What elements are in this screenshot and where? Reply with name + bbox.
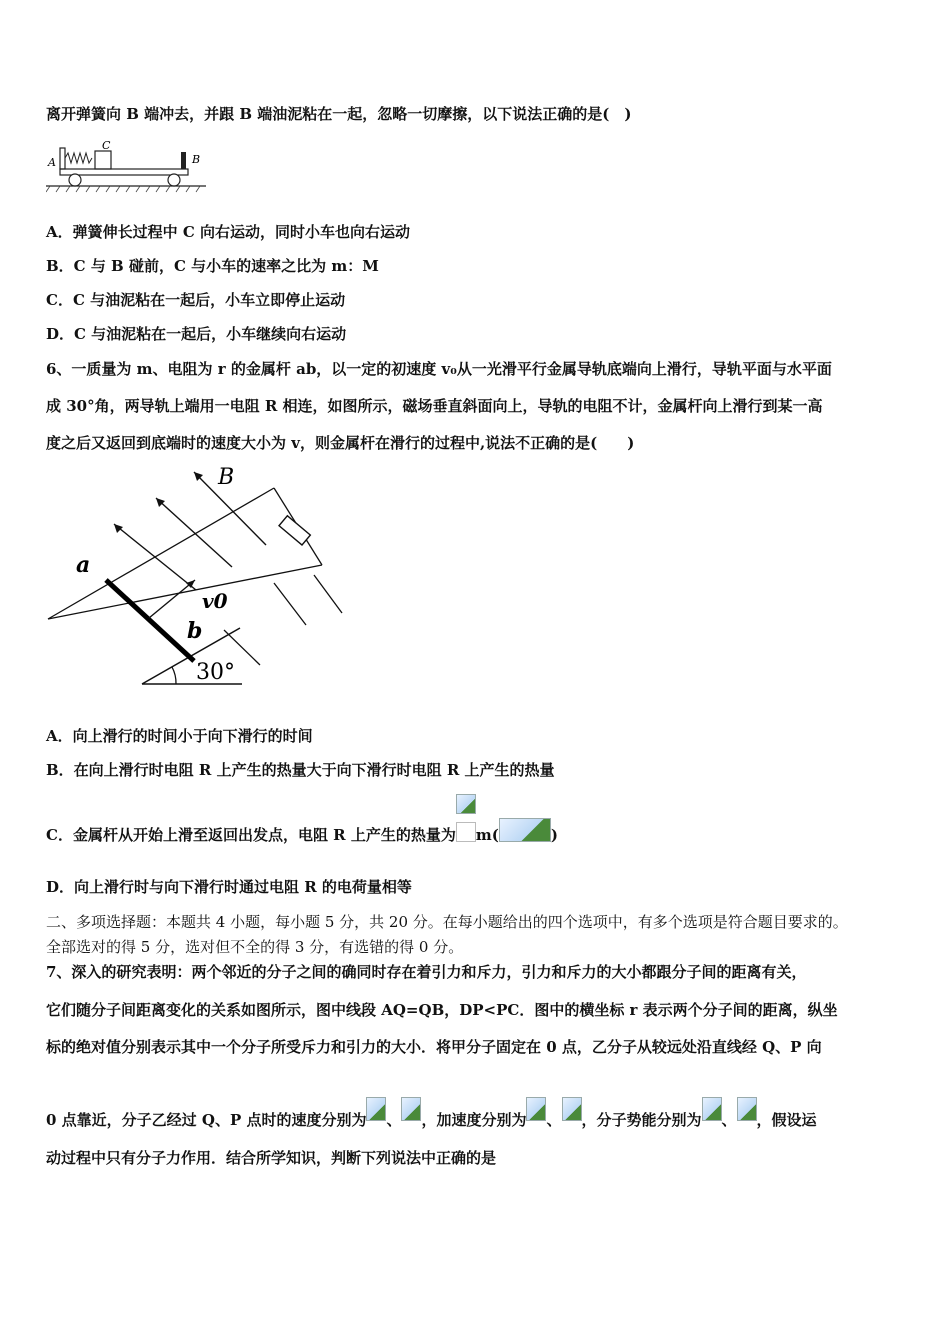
q7-line-1: 7、深入的研究表明：两个邻近的分子之间的确同时存在着引力和斥力，引力和斥力的大小都跟分子间的距离有关， [46,963,807,981]
formula-image-icon [737,1097,757,1121]
q5-stem: 离开弹簧向 B 端冲去，并跟 B 端油泥粘在一起，忽略一切摩擦，以下说法正确的是( ) [46,105,632,123]
formula-image-icon [562,1097,582,1121]
block-c [95,151,111,169]
oil-putty-b [181,152,186,169]
formula-image-icon [526,1097,546,1121]
rod-label-b: b [187,618,203,644]
q6-stem-line-2: 成 30°角，两导轨上端用一电阻 R 相连，如图所示，磁场垂直斜面向上，导轨的电阻不计，金属杆向上滑行到某一高 [46,397,823,415]
q5-option-d: D．C 与油泥粘在一起后，小车继续向右运动 [46,325,347,343]
q6-option-c-suffix: ) [550,826,558,844]
wheel-left [69,174,81,186]
separator: 、 [721,1111,737,1129]
cart-spring-figure [46,138,211,196]
q6-option-b: B．在向上滑行时电阻 R 上产生的热量大于向下滑行时电阻 R 上产生的热量 [46,761,555,779]
q7-line-4-part-d: ，假设运 [756,1111,817,1129]
q5-option-c: C．C 与油泥粘在一起后，小车立即停止运动 [46,291,346,309]
q6-option-c-prefix: C．金属杆从开始上滑至返回出发点，电阻 R 上产生的热量为 [46,826,456,844]
q7-line-5: 动过程中只有分子力作用．结合所学知识，判断下列说法中正确的是 [46,1149,497,1167]
q5-option-a: A．弹簧伸长过程中 C 向右运动，同时小车也向右运动 [46,223,411,241]
q7-line-4-part-c: ，分子势能分别为 [581,1111,702,1129]
separator: 、 [546,1111,562,1129]
velocity-label: v0 [202,589,228,613]
q7-line-3: 标的绝对值分别表示其中一个分子所受斥力和引力的大小．将甲分子固定在 0 点，乙分子从较远处沿直线经 Q、P 向 [46,1038,822,1056]
angle-arc [172,667,176,684]
q6-option-c [46,818,558,845]
incline-rail-figure [44,460,344,692]
section-2-heading: 二、多项选择题：本题共 4 小题，每小题 5 分，共 20 分。在每小题给出的四个选项中，有多个选项是符合题目要求的。 [46,913,848,931]
q6-option-d: D．向上滑行时与向下滑行时通过电阻 R 的电荷量相等 [46,878,412,896]
q7-line-2: 它们随分子间距离变化的关系如图所示，图中线段 AQ=QB，DP<PC．图中的横坐标 r 表示两个分子间的距离，纵坐 [46,1001,838,1019]
field-label-b: B [218,465,235,490]
q5-option-b: B．C 与 B 碰前，C 与小车的速率之比为 m：M [46,257,379,275]
field-arrow-3 [114,524,196,590]
field-arrow-2 [156,498,232,567]
cart-label-b: B [192,153,201,166]
q6-stem-line-1: 6、一质量为 m、电阻为 r 的金属杆 ab，以一定的初速度 v₀从一光滑平行金属导轨底端向上滑行，导轨平面与水平面 [46,360,832,378]
ground-hatch [46,186,200,192]
field-line-below-1 [314,575,342,613]
velocity-arrow [149,580,195,618]
spring [65,153,92,163]
formula-image-icon [456,794,476,814]
formula-image-icon [401,1097,421,1121]
q7-line-4 [46,1097,817,1130]
cart-left-wall [60,148,65,169]
field-arrow-3-head [114,524,123,533]
cart-label-c: C [102,139,111,152]
cart-body [60,169,188,175]
wheel-right [168,174,180,186]
angle-label: 30° [196,660,235,685]
q7-line-4-part-a: 0 点靠近，分子乙经过 Q、P 点时的速度分别为 [46,1111,367,1129]
q6-option-c-mid: m( [475,826,499,844]
cart-label-a: A [48,156,56,169]
formula-image-icon [702,1097,722,1121]
rod-label-a: a [76,552,91,578]
formula-image-icon [366,1097,386,1121]
q7-line-4-part-b: ，加速度分别为 [421,1111,527,1129]
q6-stem-line-3: 度之后又返回到底端时的速度大小为 v，则金属杆在滑行的过程中,说法不正确的是( ) [46,434,635,452]
formula-image-icon [499,818,551,842]
separator: 、 [386,1111,402,1129]
q6-option-a: A．向上滑行的时间小于向下滑行的时间 [46,727,313,745]
field-line-below-2 [274,583,306,625]
section-2-note: 全部选对的得 5 分，选对但不全的得 3 分，有选错的得 0 分。 [46,938,464,956]
